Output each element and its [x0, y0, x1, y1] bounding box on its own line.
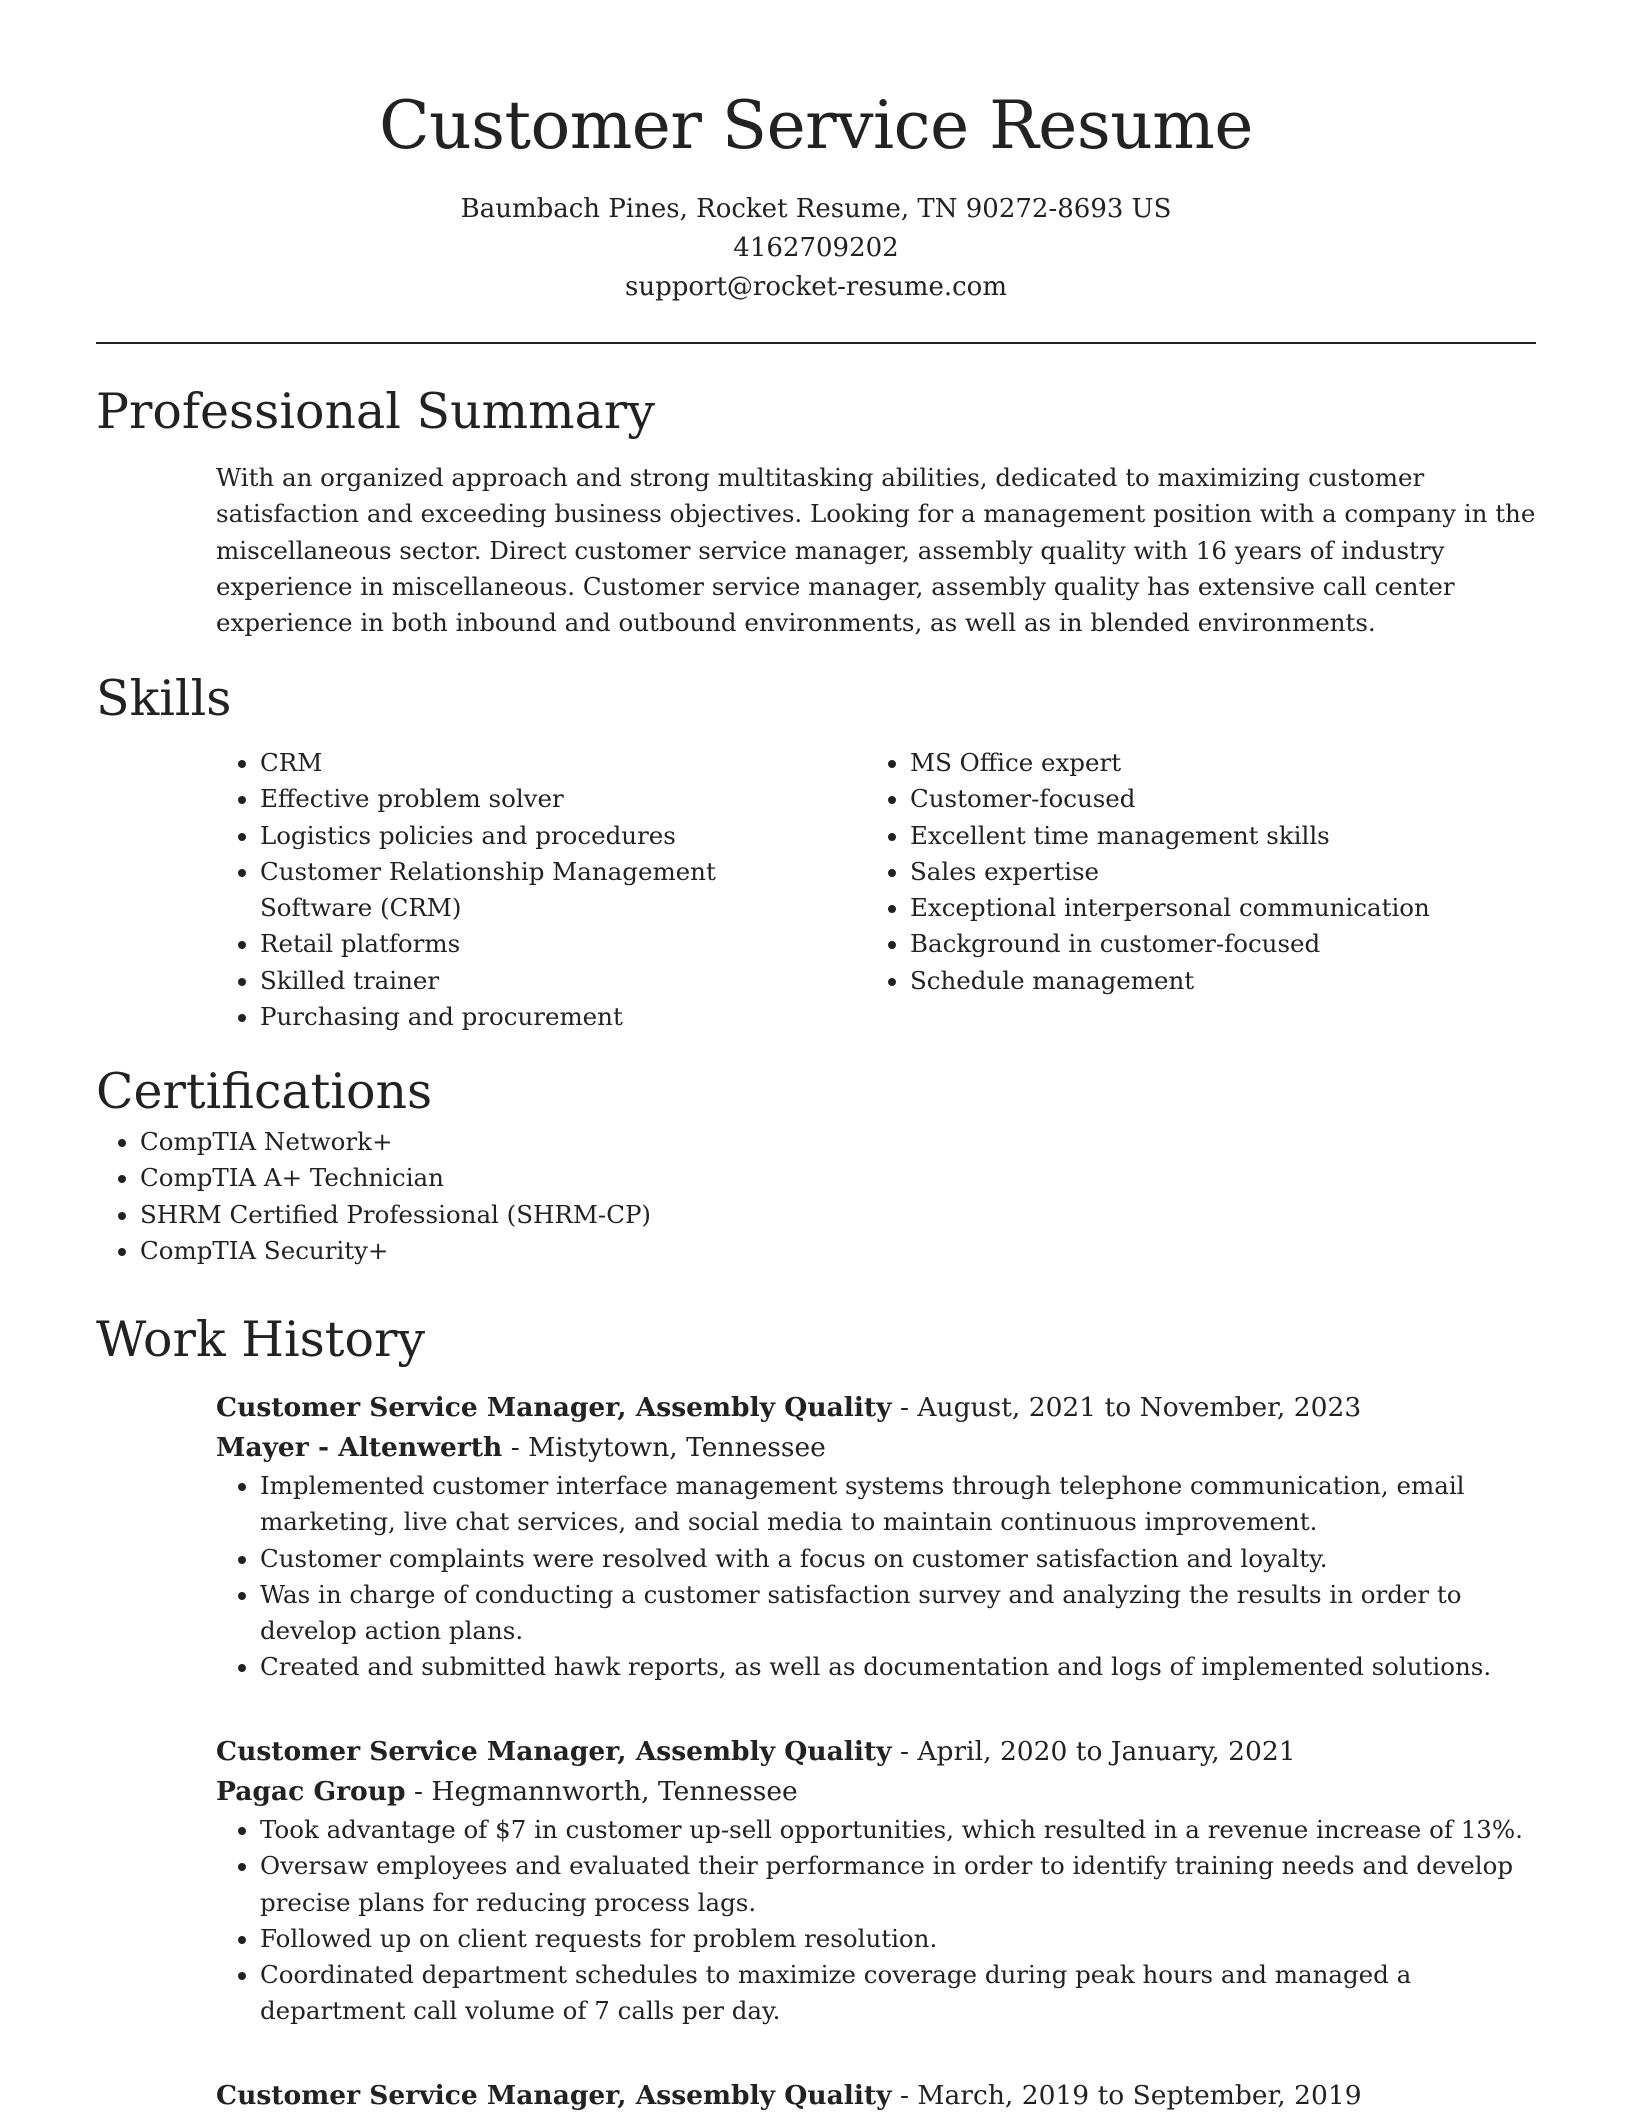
job-duty-item: • Coordinated department schedules to maximize coverage during peak hours and managed a department call volume of 7 calls per day. — [260, 1957, 1536, 2030]
skills-column-right — [866, 745, 1516, 1035]
certifications-section — [96, 1060, 1536, 1269]
certifications-heading: Certifications — [96, 1063, 433, 1120]
job-entry — [96, 1732, 1536, 2030]
job-dates: April, 2020 to January, 2021 — [917, 1736, 1296, 1767]
skill-item: • Retail platforms — [260, 926, 820, 962]
skill-item: • Purchasing and procurement — [260, 999, 820, 1035]
work-history-heading: Work History — [96, 1311, 426, 1368]
employer-line: Pagac Group - Hegmannworth, Tennessee — [216, 1776, 798, 1807]
header-divider — [96, 342, 1536, 344]
skills-heading: Skills — [96, 670, 232, 727]
work-history-section — [96, 1308, 1536, 1372]
summary-section — [96, 380, 1536, 641]
phone-number: 4162709202 — [733, 233, 899, 263]
skill-item: • CRM — [260, 745, 820, 781]
certifications-list — [96, 1124, 1536, 1269]
job-duty-item: • Took advantage of $7 in customer up-sell opportunities, which resulted in a revenue increase of 13%. — [260, 1812, 1536, 1848]
job-entry — [96, 1388, 1536, 1686]
job-duty-item: • Customer complaints were resolved with a focus on customer satisfaction and loyalty. — [260, 1541, 1536, 1577]
job-duty-item: • Oversaw employees and evaluated their performance in order to identify training needs and develop precise plans for reducing process lags. — [260, 1848, 1536, 1921]
job-location: Hegmannworth, Tennessee — [431, 1776, 798, 1807]
email-address: support@rocket-resume.com — [624, 272, 1007, 302]
skill-item: • Sales expertise — [910, 854, 1516, 890]
skills-column-left — [216, 745, 866, 1035]
skills-list-right — [866, 745, 1516, 999]
skill-item: • Effective problem solver — [260, 781, 820, 817]
job-title-line: Customer Service Manager, Assembly Quality - March, 2019 to September, 2019 — [216, 2080, 1362, 2111]
job-title-line: Customer Service Manager, Assembly Quality - April, 2020 to January, 2021 — [216, 1736, 1296, 1767]
job-duty-item: • Followed up on client requests for problem resolution. — [260, 1921, 1536, 1957]
employer-line: Mayer - Altenwerth - Mistytown, Tennessee — [216, 1432, 826, 1463]
skill-item: • Customer-focused — [910, 781, 1516, 817]
address: Baumbach Pines, Rocket Resume, TN 90272-8693 US — [460, 194, 1172, 224]
job-duties-list — [216, 1468, 1536, 1686]
job-duty-item: • Created and submitted hawk reports, as well as documentation and logs of implemented solutions. — [260, 1649, 1536, 1685]
certification-item: • SHRM Certified Professional (SHRM-CP) — [140, 1197, 1536, 1233]
resume-title: Customer Service Resume — [379, 87, 1253, 164]
summary-text: With an organized approach and strong multitasking abilities, dedicated to maximizing customer satisfaction and exceeding business objectives. Looking for a management position with a company in the miscellaneous sector. Direct customer service manager, assembly quality with 16 years of industry experience in miscellaneous. Customer service manager, assembly quality has extensive call center experience in both inbound and outbound environments, as well as in blended environments. — [216, 463, 1536, 638]
job-title-line: Customer Service Manager, Assembly Quality - August, 2021 to November, 2023 — [216, 1392, 1362, 1423]
skill-item: • Customer Relationship Management Software (CRM) — [260, 854, 820, 927]
job-location: Mistytown, Tennessee — [528, 1432, 826, 1463]
job-title: Customer Service Manager, Assembly Quality — [216, 1736, 892, 1767]
skill-item: • Schedule management — [910, 963, 1516, 999]
employer-name: Pagac Group — [216, 1776, 406, 1807]
skill-item: • Skilled trainer — [260, 963, 820, 999]
job-duty-item: • Implemented customer interface management systems through telephone communication, email marketing, live chat services, and social media to maintain continuous improvement. — [260, 1468, 1536, 1541]
job-entry — [96, 2076, 1536, 2116]
contact-block — [0, 190, 1632, 307]
resume-header — [0, 0, 1632, 307]
job-dates: August, 2021 to November, 2023 — [917, 1392, 1362, 1423]
skill-item: • Background in customer-focused — [910, 926, 1516, 962]
job-dates: March, 2019 to September, 2019 — [917, 2080, 1362, 2111]
job-title: Customer Service Manager, Assembly Quality — [216, 1392, 892, 1423]
skill-item: • Logistics policies and procedures — [260, 818, 820, 854]
employer-name: Mayer - Altenwerth — [216, 1432, 503, 1463]
certification-item: • CompTIA Network+ — [140, 1124, 1536, 1160]
job-duties-list — [216, 1812, 1536, 2030]
job-duty-item: • Was in charge of conducting a customer satisfaction survey and analyzing the results in order to develop action plans. — [260, 1577, 1536, 1650]
summary-heading: Professional Summary — [96, 383, 655, 440]
skill-item: • MS Office expert — [910, 745, 1516, 781]
skills-section — [96, 667, 1536, 1035]
skills-columns — [216, 745, 1536, 1035]
skill-item: • Excellent time management skills — [910, 818, 1516, 854]
skill-item: • Exceptional interpersonal communication — [910, 890, 1516, 926]
certification-item: • CompTIA Security+ — [140, 1233, 1536, 1269]
skills-list-left — [216, 745, 866, 1035]
job-title: Customer Service Manager, Assembly Quality — [216, 2080, 892, 2111]
certification-item: • CompTIA A+ Technician — [140, 1160, 1536, 1196]
